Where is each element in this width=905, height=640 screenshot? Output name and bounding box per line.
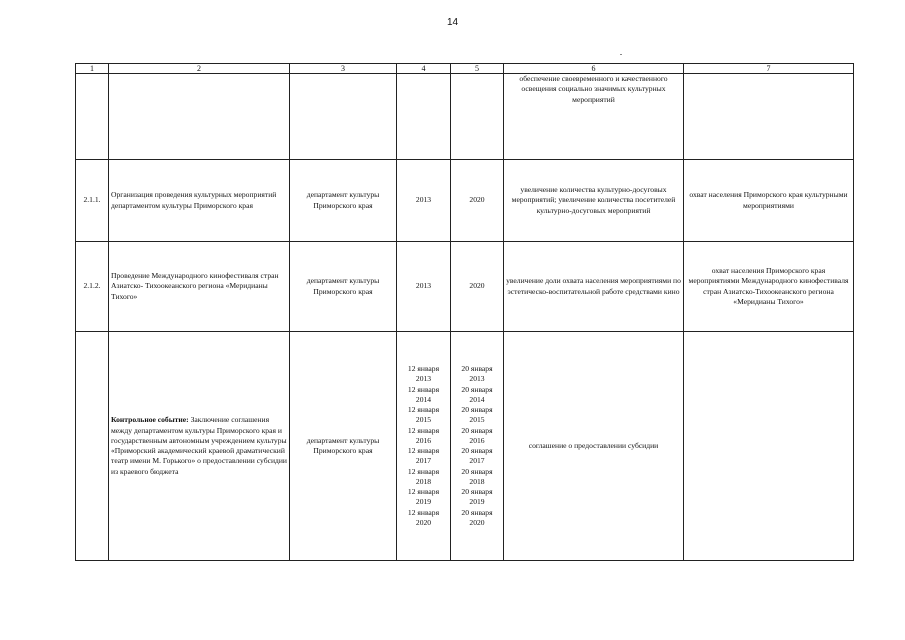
row-number — [76, 74, 109, 160]
start-date-label: 12 января — [407, 507, 440, 517]
header-cell-1: 1 — [76, 64, 109, 74]
end-year — [451, 74, 504, 160]
indicator — [684, 74, 854, 160]
expected-result: увеличение количества культурно-досуговых мероприятий; увеличение количества посетителей культурно-досуговых мероприятий — [504, 160, 684, 242]
measure-name — [109, 74, 290, 160]
indicator: охват населения Приморского края мероприятиями Международного кинофестиваля стран Азиатско-Тихоокеанского региона «Меридианы Тихого» — [684, 242, 854, 332]
measures-table — [75, 63, 854, 561]
start-date-year: 2017 — [415, 456, 432, 466]
end-dates — [451, 332, 504, 561]
start-date-year: 2015 — [415, 415, 432, 425]
end-date-label: 20 января — [461, 507, 493, 517]
end-date-label: 20 января — [461, 425, 493, 435]
header-cell-2: 2 — [109, 64, 290, 74]
start-date-label: 12 января — [407, 364, 440, 373]
header-cell-6: 6 — [504, 64, 684, 74]
table-row — [76, 332, 854, 561]
indicator: охват населения Приморского края культурными мероприятиями — [684, 160, 854, 242]
table-row — [76, 242, 854, 332]
end-date-label: 20 января — [461, 446, 493, 455]
end-date-label: 20 января — [461, 384, 493, 394]
start-date-label: 12 января — [407, 405, 440, 414]
end-date-label: 20 января — [461, 364, 493, 373]
end-date-year: 2014 — [469, 394, 485, 404]
row-number: 2.1.1. — [76, 160, 109, 242]
end-date-year: 2013 — [469, 374, 485, 384]
end-year: 2020 — [451, 160, 504, 242]
header-cell-5: 5 — [451, 64, 504, 74]
end-date-label: 20 января — [461, 466, 493, 476]
start-date-year: 2019 — [415, 497, 432, 507]
row-number — [76, 332, 109, 561]
control-event-text: Заключение соглашения между департаментом культуры Приморского края и государственным автономным учреждением культуры «Приморский академический краевой драматический театр имени М. Горького» о предоставлении субсидии из краевого бюджета — [111, 415, 287, 476]
expected-result: обеспечение своевременного и качественного освещения социально значимых культурных мероприятий — [504, 74, 684, 160]
end-date-label: 20 января — [461, 487, 493, 496]
start-date-label: 12 января — [407, 466, 440, 476]
responsible-dept: департамент культуры Приморского края — [290, 242, 397, 332]
scan-speck — [620, 54, 622, 55]
start-year: 2013 — [397, 242, 451, 332]
start-date-year: 2018 — [415, 476, 432, 486]
table-row — [76, 74, 854, 160]
start-year: 2013 — [397, 160, 451, 242]
responsible-dept: департамент культуры Приморского края — [290, 332, 397, 561]
start-date-label: 12 января — [407, 384, 440, 394]
indicator — [684, 332, 854, 561]
end-date-year: 2016 — [469, 435, 485, 445]
header-cell-4: 4 — [397, 64, 451, 74]
responsible-dept: департамент культуры Приморского края — [290, 160, 397, 242]
row-number: 2.1.2. — [76, 242, 109, 332]
header-cell-7: 7 — [684, 64, 854, 74]
start-date-label: 12 января — [407, 425, 440, 435]
end-date-year: 2015 — [469, 415, 485, 425]
page-number: 14 — [446, 17, 459, 28]
start-date-year: 2013 — [415, 374, 432, 384]
header-row — [76, 64, 854, 74]
end-year: 2020 — [451, 242, 504, 332]
table-row — [76, 160, 854, 242]
header-cell-3: 3 — [290, 64, 397, 74]
control-event-label: Контрольное событие: — [111, 415, 189, 425]
measure-name: Проведение Международного кинофестиваля стран Азиатско- Тихоокеанского региона «Меридианы Тихого» — [109, 242, 290, 332]
measure-name — [109, 332, 290, 561]
expected-result: увеличение доли охвата населения мероприятиями по эстетическо-воспитательной работе средствами кино — [504, 242, 684, 332]
start-date-label: 12 января — [407, 446, 440, 455]
start-year — [397, 74, 451, 160]
responsible-dept — [290, 74, 397, 160]
end-date-year: 2019 — [469, 497, 485, 507]
end-date-year: 2020 — [469, 517, 485, 527]
end-date-year: 2018 — [469, 476, 485, 486]
start-date-label: 12 января — [407, 487, 440, 496]
start-date-year: 2016 — [415, 435, 432, 445]
end-date-label: 20 января — [461, 405, 493, 414]
start-date-year: 2014 — [415, 394, 432, 404]
end-date-year: 2017 — [469, 456, 485, 466]
start-dates — [397, 332, 451, 561]
measure-name: Организация проведения культурных мероприятий департаментом культуры Приморского края — [109, 160, 290, 242]
expected-result: соглашение о предоставлении субсидии — [504, 332, 684, 561]
start-date-year: 2020 — [415, 517, 432, 527]
